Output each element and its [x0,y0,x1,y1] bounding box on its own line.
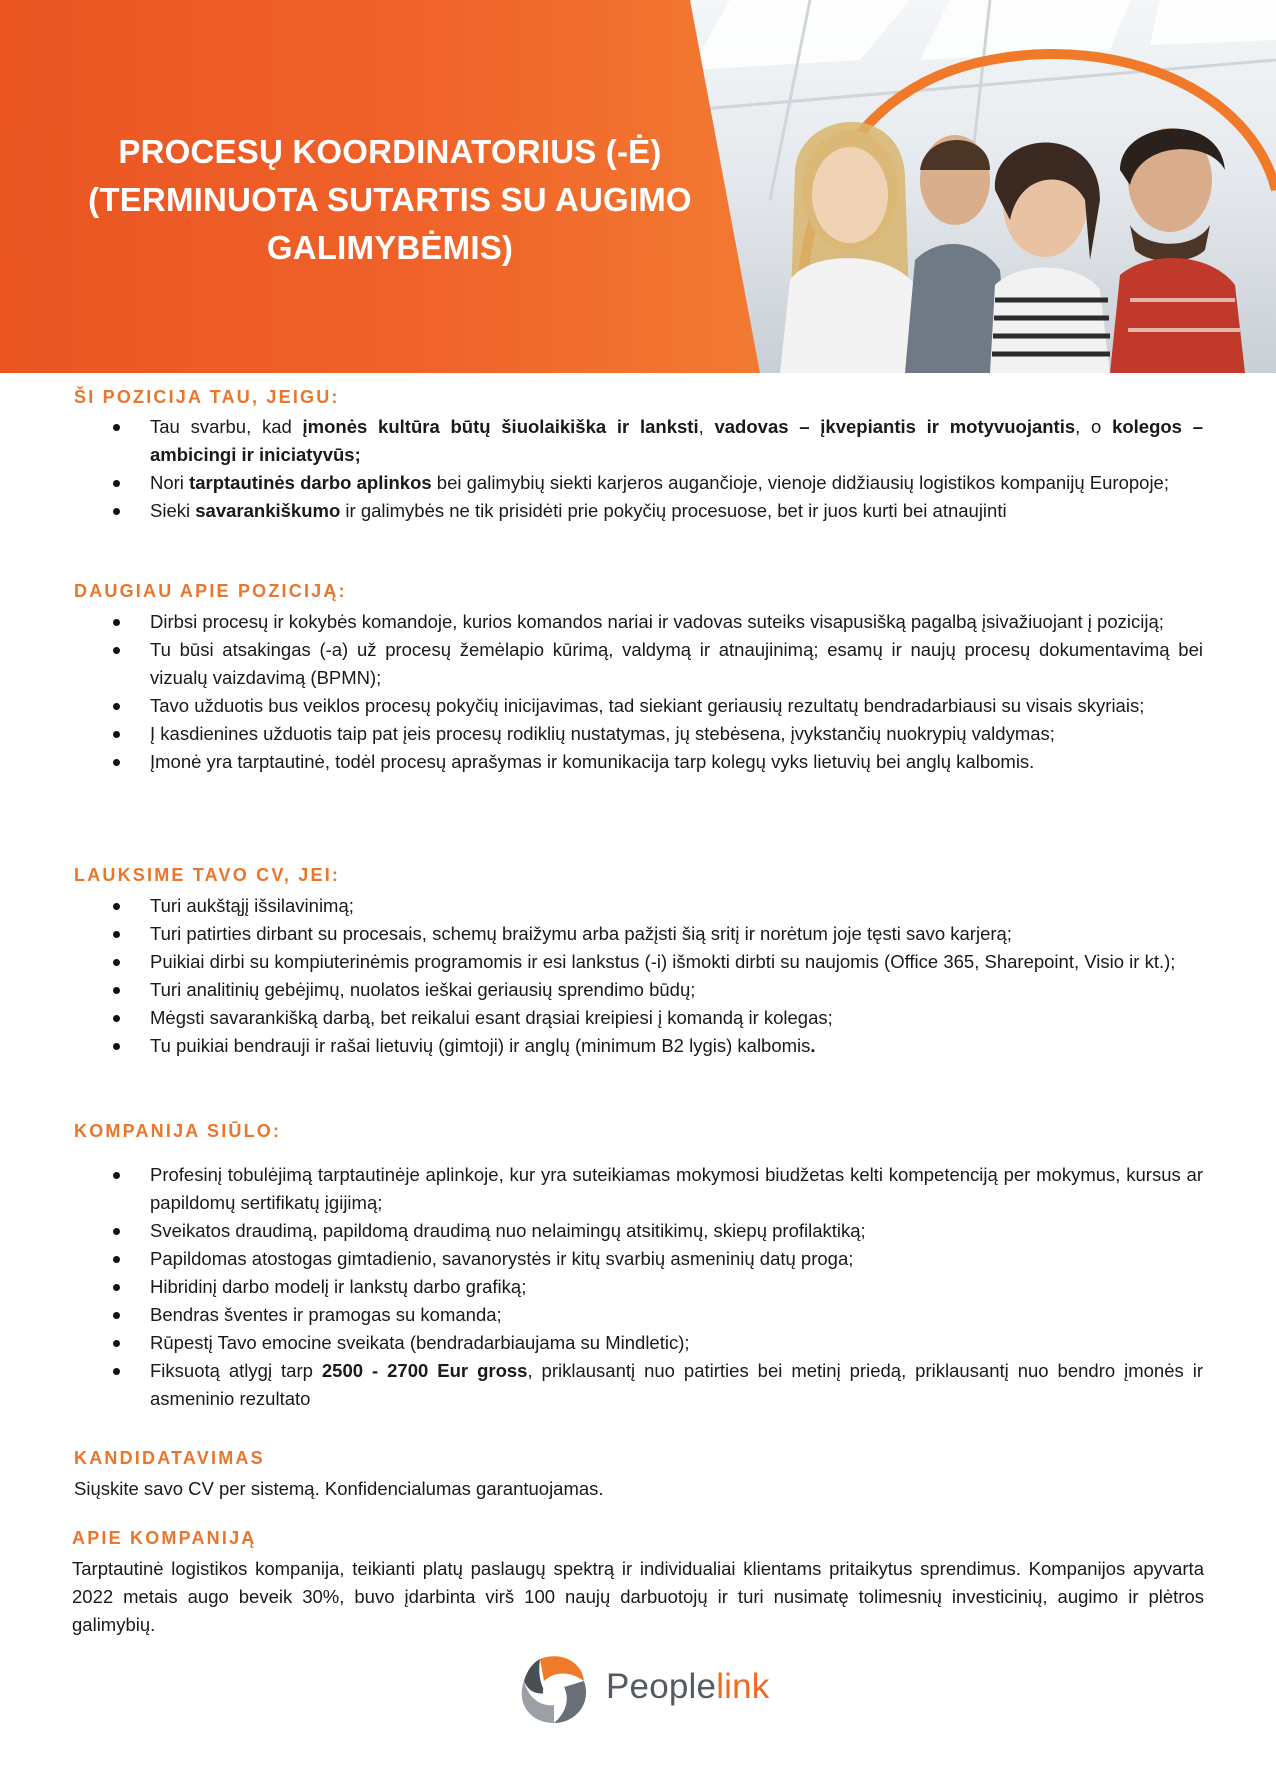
bold-text: . [810,1035,816,1056]
list-cv-expected [113,892,1203,1060]
section-heading-about-company: APIE KOMPANIJĄ [72,1528,257,1548]
list-item [113,636,1203,692]
list-item [113,892,1203,920]
list-item [113,748,1203,776]
text: Į kasdienines užduotis taip pat įeis procesų rodiklių nustatymas, jų stebėsena, įvykstančių nuokrypių valdymas; [150,723,1055,744]
job-title-line-1: PROCESŲ KOORDINATORIUS (-Ė) [118,133,662,170]
text: Fiksuotą atlygį tarp [150,1360,322,1381]
list-item [113,1329,1203,1357]
list-item [113,608,1203,636]
text: Sieki [150,500,196,521]
list-item [113,1301,1203,1329]
list-item [113,720,1203,748]
text: , [698,416,715,437]
list-item [113,1245,1203,1273]
job-title [40,128,740,272]
logo-text-people: People [606,1667,717,1706]
job-title-line-3: GALIMYBĖMIS) [266,229,514,266]
list-item [113,1161,1203,1217]
list-more-about [113,608,1203,776]
text: Mėgsti savarankišką darbą, bet reikalui esant drąsiai kreipiesi į komandą ir kolegas; [150,1007,833,1028]
text: , o [1075,416,1113,437]
list-item [113,920,1203,948]
list-item [113,948,1203,976]
list-item [113,497,1203,525]
section-heading-company-offers: KOMPANIJA SIŪLO: [74,1121,282,1141]
text: Turi patirties dirbant su procesais, schemų braižymu arba pažįsti šią sritį ir norėtum joje tęsti savo karjerą; [150,923,1012,944]
list-item [113,1004,1203,1032]
text: Papildomas atostogas gimtadienio, savanorystės ir kitų svarbių asmeninių datų proga; [150,1248,854,1269]
about-company-text: Tarptautinė logistikos kompanija, teikianti platų paslaugų spektrą ir individualiai klientams pritaikytus sprendimus. Kompanijos apyvarta 2022 metais augo beveik 30%, buvo įdarbinta virš 100 naujų darbuotojų ir turi nusimatę tolimesnių investicinių, augimo ir plėtros galimybių. [72,1558,1204,1635]
bold-text: 2500 - 2700 Eur gross [321,1360,528,1381]
hero-banner [0,0,1276,373]
text: Sveikatos draudimą, papildomą draudimą nuo nelaimingų atsitikimų, skiepų profilaktiką; [150,1220,866,1241]
text: Nori [150,472,190,493]
text: Tu puikiai bendrauji ir rašai lietuvių (gimtoji) ir anglų (minimum B2 lygis) kalbomis [150,1035,811,1056]
bold-text: kolegos – ambicingi ir iniciatyvūs; [150,416,1203,465]
team-photo [690,0,1276,373]
section-heading-cv-expected: LAUKSIME TAVO CV, JEI: [74,865,341,885]
text: Įmonė yra tarptautinė, todėl procesų aprašymas ir komunikacija tarp kolegų vyks lietuvių bei anglų kalbomis. [150,751,1035,772]
peoplelink-logo-icon [510,1651,600,1727]
text: Puikiai dirbi su kompiuterinėmis programomis ir esi lankstus (-i) išmokti dirbti su naujomis (Office 365, Sharepoint, Visio ir kt.); [150,951,1176,972]
bold-text: savarankiškumo [195,500,341,521]
text: Turi aukštąjį išsilavinimą; [150,895,354,916]
list-company-offers [113,1161,1203,1413]
text: bei galimybių siekti karjeros augančioje, vienoje didžiausių logistikos kompanijų Europoje; [431,472,1169,493]
list-item [113,1032,1203,1060]
text: Tau svarbu, kad [150,416,303,437]
list-item [113,1217,1203,1245]
text: Tavo užduotis bus veiklos procesų pokyčių inicijavimas, tad siekiant geriausių rezultatų bendradarbiausi su visais skyriais; [150,695,1145,716]
list-position-for-you [113,413,1203,525]
list-item [113,469,1203,497]
list-item [113,1273,1203,1301]
list-item [113,413,1203,469]
section-heading-more-about: DAUGIAU APIE POZICIJĄ: [74,581,347,601]
list-item [113,976,1203,1004]
section-heading-position-for-you: ŠI POZICIJA TAU, JEIGU: [74,387,340,407]
text: Dirbsi procesų ir kokybės komandoje, kurios komandos nariai ir vadovas suteiks visapusišką pagalbą įsivažiuojant į poziciją; [150,611,1164,632]
list-item [113,692,1203,720]
text: Bendras šventes ir pramogas su komanda; [150,1304,502,1325]
logo-text-link: link [716,1667,770,1706]
text: Hibridinį darbo modelį ir lankstų darbo grafiką; [150,1276,527,1297]
bold-text: įmonės kultūra būtų šiuolaikiška ir lanksti [302,416,699,437]
section-heading-application: KANDIDATAVIMAS [74,1448,265,1468]
text: Rūpestį Tavo emocine sveikata (bendradarbiaujama su Mindletic); [150,1332,690,1353]
text: Profesinį tobulėjimą tarptautinėje aplinkoje, kur yra suteikiamas mokymosi biudžetas kelti kompetenciją per mokymus, kursus ar papildomų sertifikatų įgijimą; [150,1164,1203,1213]
text: ir galimybės ne tik prisidėti prie pokyčių procesuose, bet ir juos kurti bei atnaujinti [340,500,1007,521]
text: Tu būsi atsakingas (-a) už procesų žemėlapio kūrimą, valdymą ir atnaujinimą; esamų ir naujų procesų dokumentavimą bei vizualų vaizdavimą (BPMN); [150,639,1203,688]
job-title-line-2: (TERMINUOTA SUTARTIS SU AUGIMO [88,181,692,218]
text: , priklausantį nuo patirties bei metinį priedą, priklausantį nuo bendro įmonės ir asmeninio rezultato [150,1360,1203,1409]
peoplelink-logo-text [606,1667,770,1707]
bold-text: vadovas – įkvepiantis ir motyvuojantis [714,416,1076,437]
text: Turi analitinių gebėjimų, nuolatos ieškai geriausių sprendimo būdų; [150,979,696,1000]
bold-text: tarptautinės darbo aplinkos [189,472,432,493]
application-text: Siųskite savo CV per sistemą. Konfidencialumas garantuojamas. [74,1478,604,1499]
peoplelink-logo [510,1651,770,1727]
list-item [113,1357,1203,1413]
